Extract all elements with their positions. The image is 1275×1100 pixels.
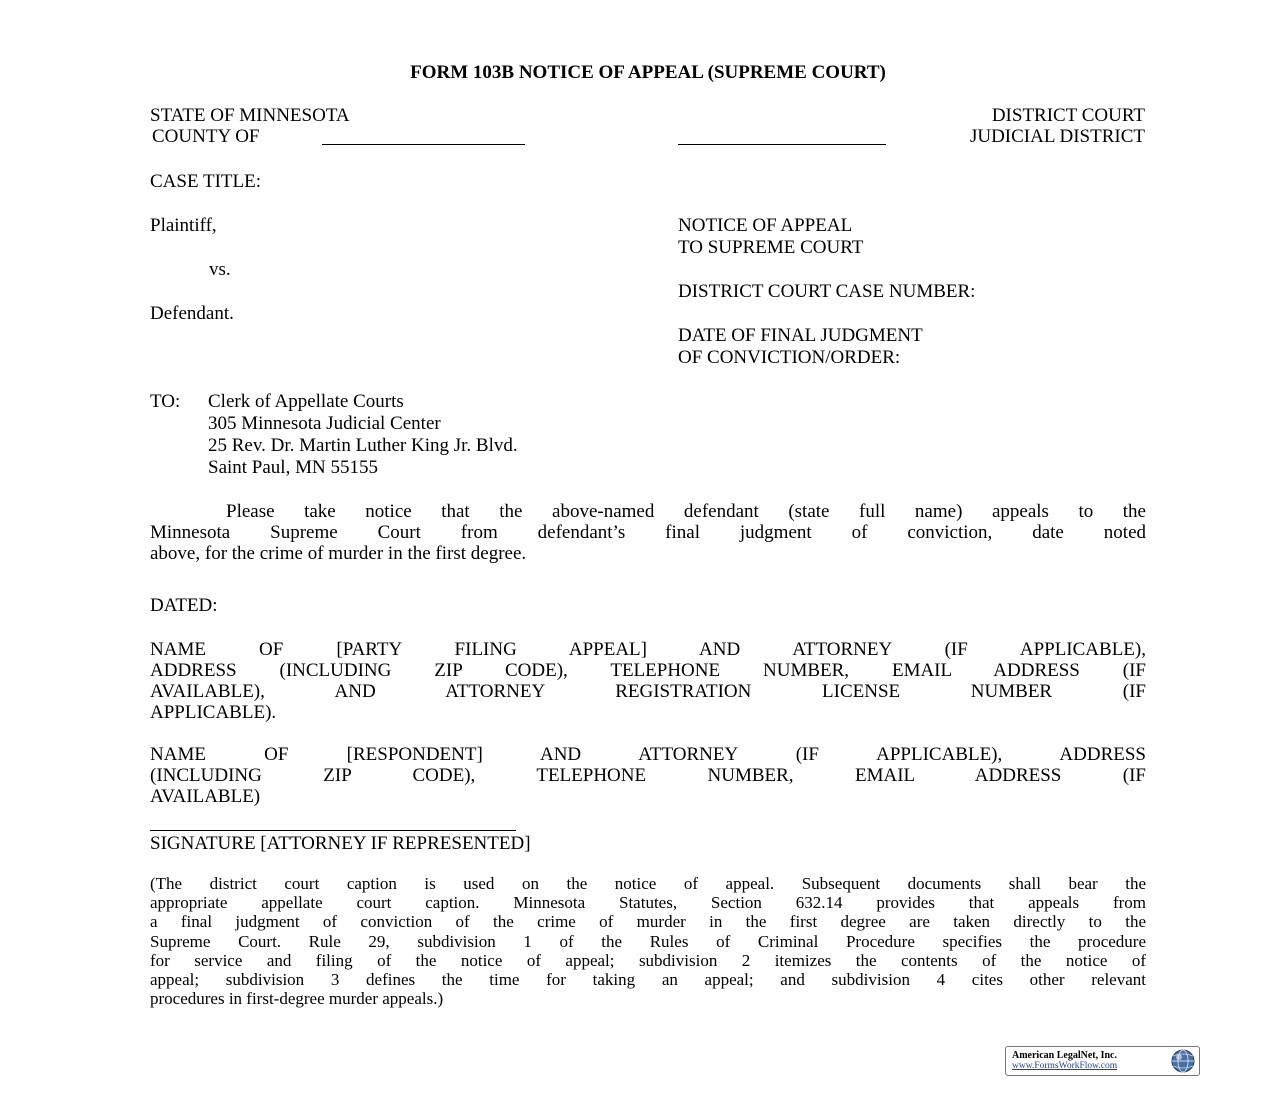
form-title: FORM 103B NOTICE OF APPEAL (SUPREME COURT) — [410, 62, 886, 83]
party-filing-line: ADDRESS (INCLUDING ZIP CODE), TELEPHONE NUMBER, EMAIL ADDRESS (IF — [150, 660, 1146, 681]
to-address-line4: Saint Paul, MN 55155 — [208, 457, 378, 478]
party-filing-block — [150, 639, 1146, 723]
respondent-line: AVAILABLE) — [150, 786, 261, 807]
footnote-line: (The district court caption is used on the notice of appeal. Subsequent documents shall bear the — [150, 874, 1146, 893]
respondent-line: NAME OF [RESPONDENT] AND ATTORNEY (IF APPLICABLE), ADDRESS — [150, 744, 1146, 765]
party-filing-line: AVAILABLE), AND ATTORNEY REGISTRATION LICENSE NUMBER (IF — [150, 681, 1146, 702]
party-filing-line: APPLICABLE). — [150, 702, 277, 723]
footnote-line: a final judgment of conviction of the crime of murder in the first degree are taken directly to the — [150, 912, 1146, 932]
to-label: TO: — [150, 391, 181, 412]
dated-label: DATED: — [150, 595, 218, 616]
to-address-line1: Clerk of Appellate Courts — [208, 391, 404, 412]
notice-paragraph-line: above, for the crime of murder in the first degree. — [150, 543, 527, 564]
state-label: STATE OF MINNESOTA — [150, 105, 350, 126]
judicial-district-blank[interactable] — [678, 144, 886, 145]
signature-label: SIGNATURE [ATTORNEY IF REPRESENTED] — [150, 833, 531, 854]
county-blank[interactable] — [322, 144, 525, 145]
notice-paragraph-line: Minnesota Supreme Court from defendant’s final judgment of conviction, date noted — [150, 522, 1146, 543]
american-legalnet-logo[interactable] — [1005, 1046, 1200, 1076]
respondent-block — [150, 744, 1146, 807]
footnote-line: Supreme Court. Rule 29, subdivision 1 of the Rules of Criminal Procedure specifies the procedure — [150, 931, 1146, 951]
judgment-date-label-line1: DATE OF FINAL JUDGMENT — [678, 325, 923, 346]
footnote-line: for service and filing of the notice of appeal; subdivision 2 itemizes the contents of the notice of — [150, 950, 1146, 970]
versus-label: vs. — [209, 259, 231, 280]
notice-paragraph — [150, 501, 1146, 564]
to-address-line3: 25 Rev. Dr. Martin Luther King Jr. Blvd. — [208, 435, 518, 456]
logo-url[interactable]: www.FormsWorkFlow.com — [1012, 1061, 1118, 1071]
footnote-line: appeal; subdivision 3 defines the time for taking an appeal; and subdivision 4 cites other relevant — [150, 970, 1146, 990]
party-filing-line: NAME OF [PARTY FILING APPEAL] AND ATTORNEY (IF APPLICABLE), — [150, 639, 1146, 660]
notice-paragraph-line: Please take notice that the above-named defendant (state full name) appeals to the — [226, 501, 1146, 522]
case-number-label: DISTRICT COURT CASE NUMBER: — [678, 281, 976, 302]
footnote-line: appropriate appellate court caption. Minnesota Statutes, Section 632.14 provides that appeals from — [150, 893, 1146, 913]
to-address-line2: 305 Minnesota Judicial Center — [208, 413, 441, 434]
notice-heading-line1: NOTICE OF APPEAL — [678, 215, 853, 236]
respondent-line: (INCLUDING ZIP CODE), TELEPHONE NUMBER, EMAIL ADDRESS (IF — [150, 765, 1146, 786]
judgment-date-label-line2: OF CONVICTION/ORDER: — [678, 347, 901, 368]
case-title-label: CASE TITLE: — [150, 171, 262, 192]
county-label: COUNTY OF — [152, 126, 260, 147]
footnote-paragraph — [150, 874, 1146, 1008]
district-court-label: DISTRICT COURT — [991, 105, 1145, 126]
globe-icon — [1169, 1048, 1197, 1074]
notice-heading-line2: TO SUPREME COURT — [678, 237, 864, 258]
plaintiff-label: Plaintiff, — [150, 215, 217, 236]
footnote-line: procedures in first-degree murder appeals.) — [150, 989, 444, 1009]
signature-line[interactable] — [150, 830, 516, 831]
logo-company-name: American LegalNet, Inc. — [1012, 1050, 1117, 1061]
defendant-label: Defendant. — [150, 303, 234, 324]
judicial-district-label: JUDICIAL DISTRICT — [969, 126, 1145, 147]
